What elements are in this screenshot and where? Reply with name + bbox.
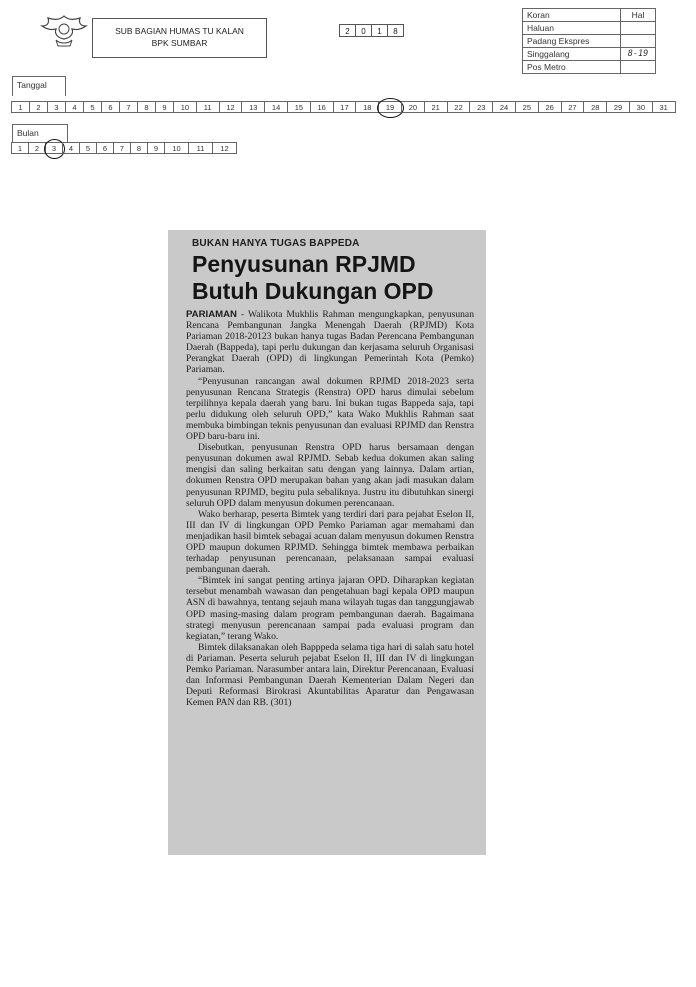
- day-cell: [287, 101, 311, 113]
- day-cell: [652, 101, 676, 113]
- day-cell: [119, 101, 138, 113]
- day-cell: [606, 101, 630, 113]
- day-cell: [83, 101, 102, 113]
- newspaper-page: [621, 61, 656, 74]
- day-cell-number: 8: [144, 103, 149, 112]
- newspaper-name: Haluan: [523, 22, 621, 35]
- day-cell-number: 28: [591, 103, 600, 112]
- month-cell-number: 8: [136, 144, 142, 153]
- day-cell: [492, 101, 516, 113]
- year-digit: 2: [339, 24, 356, 37]
- day-cell-number: 3: [54, 103, 59, 112]
- day-cell: [47, 101, 66, 113]
- newspaper-table: [522, 8, 656, 74]
- day-cell-number: 1: [18, 103, 23, 112]
- headline-line: Penyusunan RPJMD: [192, 251, 416, 277]
- day-cell-number: 9: [162, 103, 167, 112]
- month-cell-number: 4: [68, 144, 74, 153]
- day-cell-number: 29: [613, 103, 623, 112]
- day-cell-number: 31: [659, 103, 668, 112]
- headline-line: Butuh Dukungan OPD: [192, 278, 434, 304]
- day-cell: [401, 101, 425, 113]
- day-cell-number: 16: [317, 103, 326, 112]
- month-cell: [45, 142, 63, 154]
- month-cell-number: 6: [102, 144, 108, 153]
- year-digit: 1: [371, 24, 388, 37]
- day-cell: [583, 101, 607, 113]
- month-cell: [164, 142, 189, 154]
- day-cell: [155, 101, 174, 113]
- article-headline: [192, 251, 474, 305]
- day-cell-number: 10: [180, 103, 190, 112]
- office-name: SUB BAGIAN HUMAS TU KALAN: [115, 26, 244, 36]
- month-cell-number: 3: [51, 144, 57, 153]
- day-cell: [310, 101, 334, 113]
- year-box: [340, 24, 404, 37]
- article-body: [186, 309, 474, 708]
- tanggal-label: Tanggal: [17, 80, 47, 90]
- day-cell-number: 2: [36, 103, 41, 112]
- newspaper-clipping: [168, 230, 486, 855]
- article-paragraph: Wako berharap, peserta Bimtek yang terdiri dari para pejabat Eselon II, III dan IV di lingkungan OPD Pemko Pariaman agar memahami dan menjadikan hasil bimtek sebagai acuan dalam menyusun dokumen Renstra OPD maupun dokumen RPJMD. Sehingga bimtek membawa perbaikan terhadap penyusunan perencanaan, pelaksanaan sampai evaluasi pembangunan daerah.: [186, 508, 474, 576]
- month-cell-number: 9: [153, 144, 159, 153]
- month-cell-number: 2: [34, 144, 40, 153]
- month-cell: [62, 142, 80, 154]
- day-cell-number: 18: [363, 103, 372, 112]
- day-cell-number: 30: [636, 103, 645, 112]
- day-cell: [424, 101, 448, 113]
- article-dateline: PARIAMAN: [186, 309, 237, 320]
- newspaper-page-handwritten: 8-19: [621, 48, 656, 61]
- month-cell-number: 5: [85, 144, 91, 153]
- day-cell-number: 21: [431, 103, 440, 112]
- garuda-seal-icon: [40, 12, 88, 50]
- office-header-box: [92, 18, 267, 58]
- month-cell: [79, 142, 97, 154]
- article-kicker: BUKAN HANYA TUGAS BAPPEDA: [192, 238, 360, 249]
- article-paragraph: “Bimtek ini sangat penting artinya jajaran OPD. Diharapkan kegiatan tersebut menambah wawasan dan pengetahuan bagi kepala OPD maupun ASN di bawahnya, tentang sejauh mana wilayah tugas dan tanggungjawab OPD masing-masing dalam program pembangunan daerah. Bagaimana strategi menyusun perencanaan sampai pada evaluasi program dan kegiatan,” terang Wako.: [186, 575, 474, 642]
- month-cell-number: 12: [220, 144, 229, 153]
- bulan-label: Bulan: [17, 128, 39, 138]
- newspaper-name: Singgalang: [523, 48, 621, 61]
- day-cell-number: 12: [226, 103, 235, 112]
- newspaper-row: [523, 61, 656, 74]
- day-cell-number: 27: [568, 103, 577, 112]
- year-digit: 8: [387, 24, 404, 37]
- day-cell-number: 7: [126, 103, 131, 112]
- day-cell: [11, 101, 30, 113]
- day-cell: [469, 101, 493, 113]
- tanggal-grid: [12, 101, 676, 113]
- month-cell-number: 11: [196, 144, 205, 153]
- newspaper-row: [523, 22, 656, 35]
- day-cell: [378, 101, 402, 113]
- month-cell: [212, 142, 237, 154]
- day-cell: [333, 101, 357, 113]
- month-cell-number: 7: [119, 144, 125, 153]
- day-cell: [264, 101, 288, 113]
- day-cell: [355, 101, 379, 113]
- newspaper-row: [523, 48, 656, 61]
- day-cell-number: 5: [90, 103, 95, 112]
- day-cell-number: 13: [249, 103, 258, 112]
- article-paragraph-text: - Walikota Mukhlis Rahman mengungkapkan, penyusunan Rencana Pembangunan Jangka Menengah Daerah (RPJMD) Kota Pariaman 2018-20123 bukan hanya tugas Badan Perencana Pembangunan Daerah (Bappeda), tapi perlu dukungan dan kerjasama seluruh Organisasi Perangkat Daerah (OPD) di lingkungan Pemerintah Kota (Pemko) Pariaman.: [186, 309, 474, 376]
- day-cell: [241, 101, 265, 113]
- day-cell: [515, 101, 539, 113]
- day-cell-number: 24: [499, 103, 509, 112]
- day-cell-number: 20: [408, 103, 418, 112]
- day-cell-number: 11: [203, 103, 212, 112]
- day-cell-number: 23: [477, 103, 486, 112]
- newspaper-table-header: [523, 9, 656, 22]
- day-cell: [538, 101, 562, 113]
- day-cell-number: 25: [522, 103, 532, 112]
- month-cell: [96, 142, 114, 154]
- article-paragraph: [186, 309, 474, 376]
- month-cell: [130, 142, 148, 154]
- day-cell-number: 6: [108, 103, 113, 112]
- day-cell-number: 14: [271, 103, 281, 112]
- month-cell-number: 1: [17, 144, 23, 153]
- year-digit: 0: [355, 24, 372, 37]
- month-cell: [188, 142, 213, 154]
- day-cell: [196, 101, 220, 113]
- newspaper-page: [621, 22, 656, 35]
- newspaper-name: Pos Metro: [523, 61, 621, 74]
- month-cell: [113, 142, 131, 154]
- day-cell-number: 4: [72, 103, 77, 112]
- day-cell-number: 17: [340, 103, 349, 112]
- newspaper-header: Koran: [523, 9, 621, 22]
- day-cell-number: 15: [294, 103, 304, 112]
- day-cell: [65, 101, 84, 113]
- day-cell-number: 26: [545, 103, 554, 112]
- office-unit: BPK SUMBAR: [151, 38, 208, 48]
- selected-day-circle: [377, 98, 404, 118]
- day-cell: [629, 101, 653, 113]
- newspaper-page: [621, 35, 656, 48]
- article-paragraph: Bimtek dilaksanakan oleh Bapppeda selama tiga hari di salah satu hotel di Pariaman. Peserta seluruh pejabat Eselon II, III dan IV di lingkungan Pemko Pariaman. Narasumber antara lain, Direktur Perencanaan, Evaluasi dan Informasi Pembangunan Daerah Kementerian Dalam Negeri dan Deputi Reformasi Birokrasi Akuntabilitas Aparatur dan Pengawasan Kemen PAN dan RB. (301): [186, 641, 474, 709]
- newspaper-name: Padang Ekspres: [523, 35, 621, 48]
- day-cell-number: 19: [385, 103, 395, 112]
- day-cell: [137, 101, 156, 113]
- article-paragraph: “Penyusunan rancangan awal dokumen RPJMD 2018-2023 serta penyusunan Rencana Strategis (Renstra) OPD harus dimulai sebelum terpilihnya kepala daerah yang baru. Ini bukan tugas Bappeda saja, tapi perlu didukung oleh seluruh OPD,” kata Wako Mukhlis Rahman saat membuka bimbingan teknis penyusunan dan evaluasi RPJMD dan Renstra OPD baru-baru ini.: [186, 375, 474, 443]
- month-cell: [11, 142, 29, 154]
- page-header: Hal: [621, 9, 656, 22]
- day-cell: [447, 101, 471, 113]
- article-paragraph: Disebutkan, penyusunan Renstra OPD harus bersamaan dengan penyusunan dokumen awal RPJMD. Sebab kedua dokumen akan saling mengisi dan saling berkaitan satu dengan yang lainnya. Dalam artian, dokumen Renstra OPD merupakan bahan yang akan jadi masukan dalam penyusunan RPJMD, begitu pula sebaliknya. Justru itu dibutuhkan sinergi seluruh OPD dalam menyusun dokumen perencanaan.: [186, 442, 474, 509]
- day-cell: [219, 101, 243, 113]
- month-cell-number: 10: [172, 144, 181, 153]
- bulan-grid: [12, 142, 237, 154]
- tanggal-label-tab: [12, 76, 66, 96]
- day-cell: [561, 101, 585, 113]
- day-cell: [101, 101, 120, 113]
- day-cell-number: 22: [454, 103, 463, 112]
- newspaper-row: [523, 35, 656, 48]
- month-cell: [147, 142, 165, 154]
- day-cell: [29, 101, 48, 113]
- day-cell: [173, 101, 197, 113]
